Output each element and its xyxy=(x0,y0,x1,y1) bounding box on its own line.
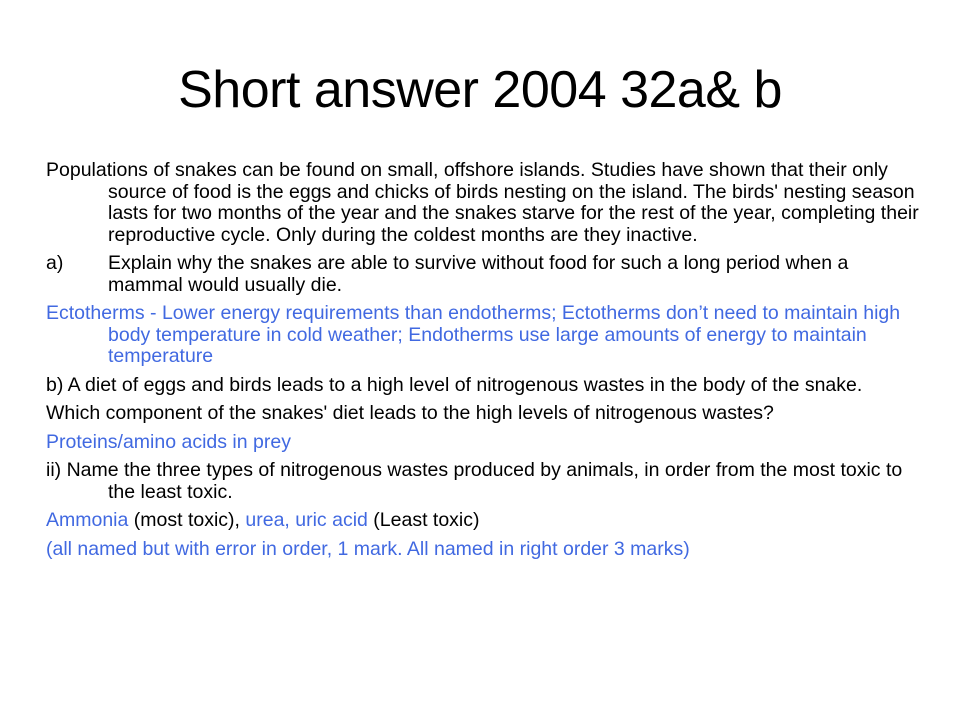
question-b: b) A diet of eggs and birds leads to a high level of nitrogenous wastes in the body of the snake. xyxy=(46,373,863,396)
marking-note: (all named but with error in order, 1 mark. All named in right order 3 marks) xyxy=(46,537,690,560)
question-b-i: Which component of the snakes' diet leads to the high levels of nitrogenous wastes? xyxy=(46,402,774,424)
answer-b-ii xyxy=(46,510,926,532)
answer-ammonia: Ammonia xyxy=(46,509,129,531)
answer-a: Ectotherms - Lower energy requirements than endotherms; Ectotherms don’t need to maintain high body temperature in cold weather; Endotherms use large amounts of energy to maintain temperature xyxy=(46,302,901,367)
slide-body xyxy=(46,160,926,567)
slide-title: Short answer 2004 32a& b xyxy=(178,61,782,119)
question-a-text: Explain why the snakes are able to survive without food for such a long period when a mammal would usually die. xyxy=(108,252,849,296)
answer-urea-uric-acid: urea, uric acid xyxy=(245,509,368,531)
answer-b-i: Proteins/amino acids in prey xyxy=(46,430,291,453)
question-a xyxy=(46,253,926,296)
answer-least-toxic: (Least toxic) xyxy=(367,509,480,531)
intro-paragraph: Populations of snakes can be found on small, offshore islands. Studies have shown that their only source of food is the eggs and chicks of birds nesting on the island. The birds' nesting season lasts for two months of the year and the snakes starve for the rest of the year, completing their reproductive cycle. Only during the coldest months are they inactive. xyxy=(46,159,919,246)
question-a-label: a) xyxy=(46,252,64,274)
answer-most-toxic: (most toxic), xyxy=(128,509,246,531)
question-b-ii: ii) Name the three types of nitrogenous wastes produced by animals, in order from the most toxic to the least toxic. xyxy=(46,459,903,503)
